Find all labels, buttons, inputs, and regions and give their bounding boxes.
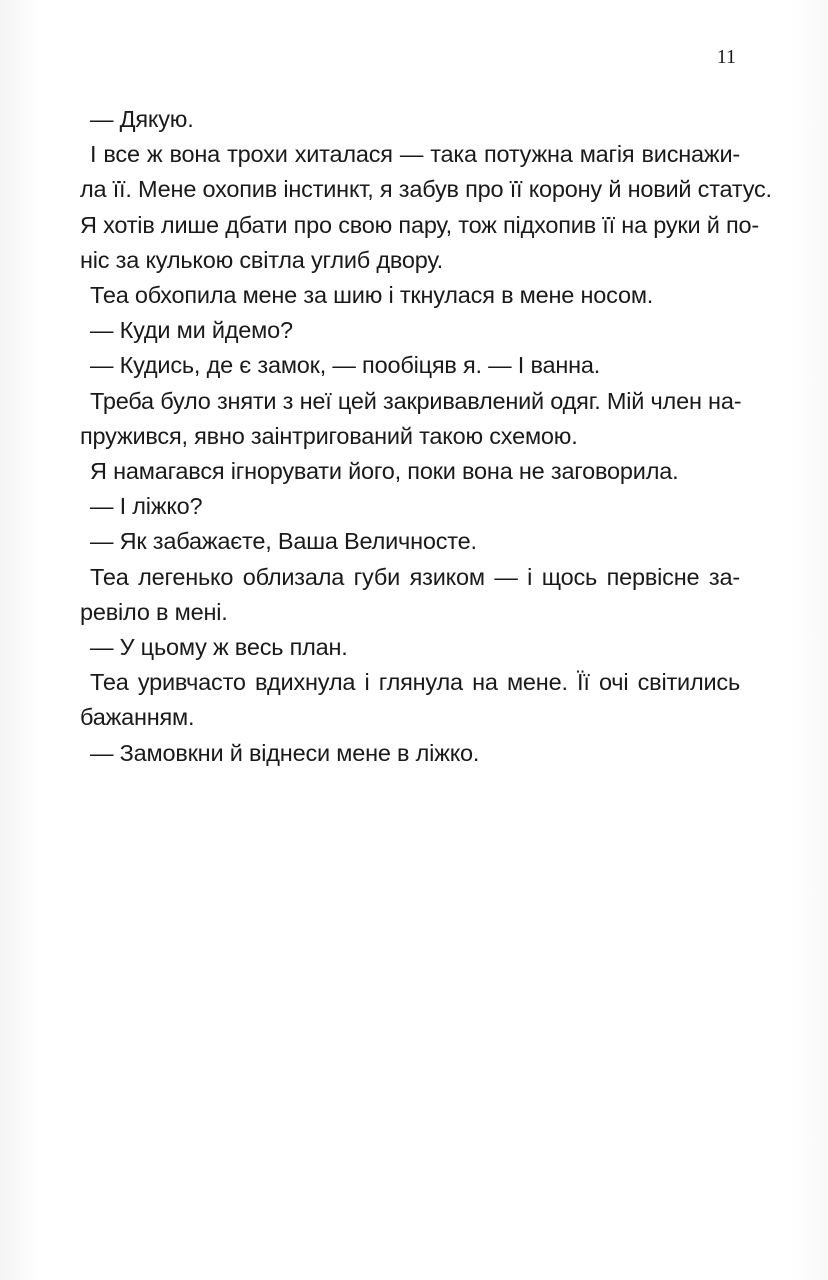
page-number: 11 xyxy=(716,46,736,68)
paragraph xyxy=(80,524,740,559)
body-text xyxy=(80,102,772,771)
text-line: — І ліжко? xyxy=(90,493,203,520)
text-line: пружився, явно заінтригований такою схемою. xyxy=(80,422,578,449)
paragraph xyxy=(80,665,740,735)
text-line: ла її. Мене охопив інстинкт, я забув про її корону й новий статус. xyxy=(80,176,772,203)
paragraph xyxy=(80,102,740,137)
paragraph xyxy=(80,560,740,630)
text-line: Я хотів лише дбати про свою пару, тож підхопив її на руки й по- xyxy=(80,211,760,238)
paragraph xyxy=(80,454,740,489)
text-line: Теа легенько облизала губи язиком — і щось первісне за- xyxy=(90,563,740,590)
text-line: Теа обхопила мене за шию і ткнулася в мене носом. xyxy=(90,282,654,309)
paragraph xyxy=(80,384,740,454)
text-line: І все ж вона трохи хиталася — така потужна магія виснажи- xyxy=(90,141,740,168)
paragraph xyxy=(80,313,740,348)
text-line: ревіло в мені. xyxy=(80,598,228,625)
text-line: Треба було зняти з неї цей закривавлений одяг. Мій член на- xyxy=(90,387,742,414)
text-line: Теа уривчасто вдихнула і глянула на мене. Її очі світились xyxy=(90,669,740,696)
text-line: — У цьому ж весь план. xyxy=(90,634,348,661)
paragraph xyxy=(80,489,740,524)
paragraph xyxy=(80,137,772,278)
text-line: бажанням. xyxy=(80,704,195,731)
paragraph xyxy=(80,348,740,383)
text-line: ніс за кулькою світла углиб двору. xyxy=(80,246,443,273)
paragraph xyxy=(80,736,740,771)
paragraph xyxy=(80,630,740,665)
text-line: — Дякую. xyxy=(90,106,194,132)
paragraph xyxy=(80,278,740,313)
text-line: — Замовкни й віднеси мене в ліжко. xyxy=(90,739,480,766)
text-line: Я намагався ігнорувати його, поки вона не заговорила. xyxy=(90,458,679,485)
text-line: — Куди ми йдемо? xyxy=(90,317,293,344)
text-line: — Як забажаєте, Ваша Величносте. xyxy=(90,528,477,555)
text-line: — Кудись, де є замок, — пообіцяв я. — І ванна. xyxy=(90,352,601,379)
